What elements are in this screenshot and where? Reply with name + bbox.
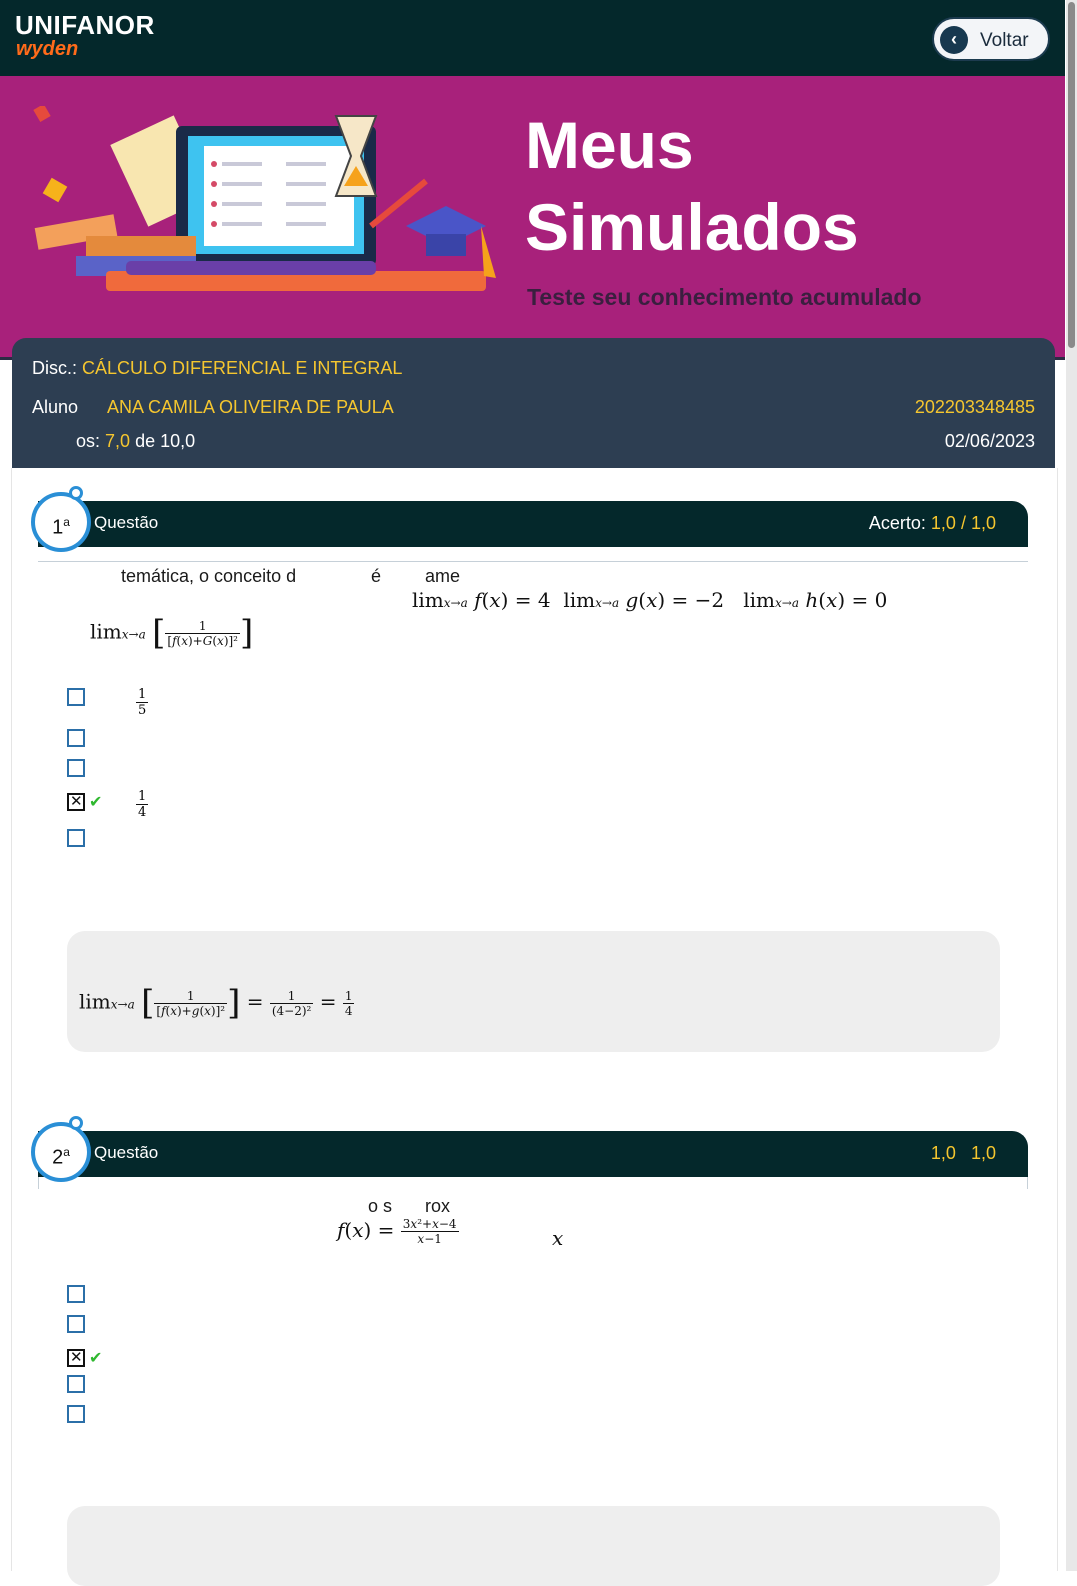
exam-date: 02/06/2023 <box>944 431 1035 451</box>
question-ordinal: a <box>63 515 70 529</box>
question-1-expression: limx→a [ $\frac{1}{\text{[f(x)+G(x)]²}}$ ] <box>90 613 254 653</box>
question-ordinal: a <box>63 1145 70 1159</box>
question-1-option-2-checkbox[interactable] <box>67 729 85 747</box>
question-1-option-4-checkbox[interactable] <box>67 793 85 811</box>
question-1-header <box>38 501 1028 547</box>
question-1-option-4-value: $\frac{1}{4}$ <box>138 789 147 820</box>
page-title-line2: Simulados <box>525 190 859 264</box>
discipline-row <box>32 358 402 379</box>
student-label: Aluno <box>32 397 79 417</box>
score-suffix: de 10,0 <box>135 431 196 451</box>
page-title <box>525 104 859 268</box>
scrollbar-thumb[interactable] <box>1068 2 1075 348</box>
question-1-label: Questão <box>94 513 159 532</box>
question-2-text-b: rox <box>425 1196 451 1216</box>
page-title-line1: Meus <box>525 108 694 182</box>
question-2-option-3-checkbox[interactable] <box>67 1349 85 1367</box>
question-1-divider <box>38 561 1028 562</box>
score-value: 1,0 <box>930 513 956 533</box>
question-1-option-3-checkbox[interactable] <box>67 759 85 777</box>
question-2-right-edge <box>1027 1177 1028 1189</box>
score-separator: / <box>960 513 966 533</box>
question-1-condition: limx→a f(x) = 4 limx→a g(x) = −2 limx→a h(x) = 0 <box>412 588 888 612</box>
score-row <box>76 431 195 452</box>
student-name: ANA CAMILA OLIVEIRA DE PAULA <box>107 397 394 417</box>
study-illustration <box>26 106 506 316</box>
score-max: 1,0 <box>970 513 996 533</box>
question-1-explanation <box>67 931 1000 1052</box>
exam-info-card <box>12 338 1055 468</box>
question-2-number-badge <box>31 1122 91 1182</box>
question-2-option-4-checkbox[interactable] <box>67 1375 85 1393</box>
question-2-option-1-checkbox[interactable] <box>67 1285 85 1303</box>
score-prefix: os: <box>76 431 101 451</box>
check-icon: ✔ <box>89 1348 103 1367</box>
question-number: 2 <box>52 1146 64 1169</box>
logo-unifanor: UNIFANOR <box>15 10 155 40</box>
check-icon: ✔ <box>89 792 103 811</box>
question-2-text-a: o s <box>368 1196 393 1216</box>
score-value: 7,0 <box>105 431 131 451</box>
back-button-label: Voltar <box>980 30 1029 51</box>
back-button[interactable] <box>932 17 1050 61</box>
question-1-text-b: é <box>371 566 382 586</box>
logo-wyden: wyden <box>16 38 79 60</box>
score-label: Acerto: <box>868 513 926 533</box>
top-bar <box>0 0 1065 76</box>
page-subtitle: Teste seu conhecimento acumulado <box>527 284 922 310</box>
question-1-text-c: ame <box>425 566 461 586</box>
question-2-option-5-checkbox[interactable] <box>67 1405 85 1423</box>
score-max: 1,0 <box>970 1143 996 1163</box>
question-1-text-a: temática, o conceito d <box>121 566 297 586</box>
question-2-option-2-checkbox[interactable] <box>67 1315 85 1333</box>
question-2-label: Questão <box>94 1143 159 1162</box>
explanation-formula: limx→a [ $\frac{1}{\text{[f(x)+g(x)]²}}$ ] = $\frac{1}{\text{(4−2)²}}$ = $\frac{1}{4}$ <box>79 983 353 1023</box>
question-1-option-1-value: $\frac{1}{5}$ <box>138 687 147 718</box>
question-2-explanation <box>67 1506 1000 1586</box>
student-id: 202203348485 <box>914 397 1035 417</box>
badge-dot <box>69 486 83 500</box>
question-2-variable: x <box>552 1226 564 1250</box>
question-2-left-edge <box>38 1177 39 1189</box>
question-1-number-badge <box>31 492 91 552</box>
badge-dot <box>69 1116 83 1130</box>
discipline-label: Disc.: <box>32 358 77 378</box>
chevron-left-icon: ‹ <box>940 26 968 54</box>
question-number: 1 <box>52 516 64 539</box>
question-2-score <box>931 1143 996 1164</box>
question-1-option-5-checkbox[interactable] <box>67 829 85 847</box>
question-1-option-1-checkbox[interactable] <box>67 688 85 706</box>
question-2-header <box>38 1131 1028 1177</box>
discipline-value: CÁLCULO DIFERENCIAL E INTEGRAL <box>82 358 403 378</box>
score-value: 1,0 <box>930 1143 956 1163</box>
question-1-score <box>869 513 996 534</box>
hero-banner <box>0 76 1065 360</box>
question-2-function: f(x) = $\frac{\text{3x²+x−4}}{x-1}$ <box>337 1217 457 1246</box>
